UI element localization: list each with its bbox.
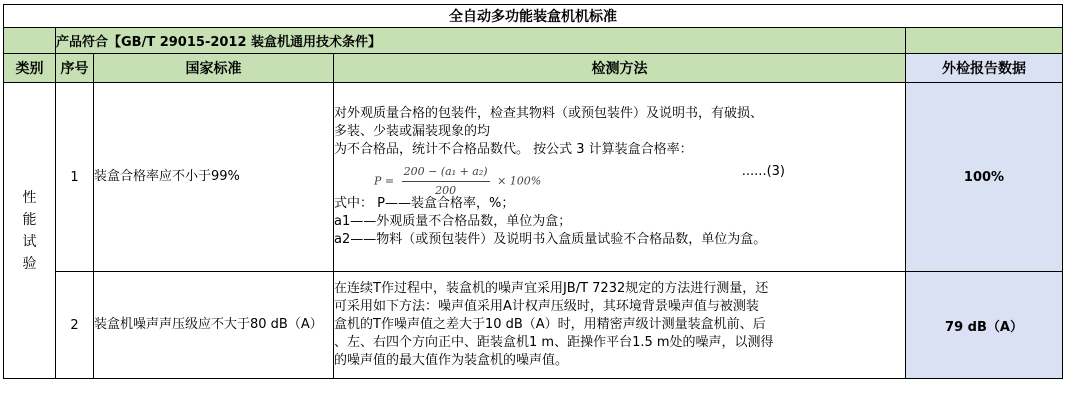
seq-cell: 1 xyxy=(56,83,94,272)
method-line: a1——外观质量不合格品数，单位为盒； xyxy=(334,214,572,229)
header-row xyxy=(4,54,1063,83)
report-cell: 79 dB（A） xyxy=(906,272,1063,379)
method-line: 的噪声值的最大值作为装盒机的噪声值。 xyxy=(334,353,569,368)
method-line: 为不合格品，统计不合格品数代。 按公式 3 计算装盒合格率： xyxy=(334,142,693,157)
standard-cell: 装盒机噪声声压级应不大于80 dB（A） xyxy=(94,272,334,379)
method-line: 多装、少装或漏装现象的均 xyxy=(334,124,491,139)
green-blank-cell xyxy=(906,28,1063,54)
green-blank-cell xyxy=(4,28,56,54)
formula-ref: ......(3) xyxy=(741,164,785,179)
method-line: 可采用如下方法：噪声值采用A计权声压级时，其环境背景噪声值与被测装 xyxy=(334,299,759,314)
table-row xyxy=(4,272,1063,379)
table-title: 全自动多功能装盒机机标准 xyxy=(4,5,1063,28)
method-line: 式中： P——装盒合格率，%； xyxy=(334,196,515,211)
standard-table xyxy=(3,4,1063,379)
formula-tail: × 100% xyxy=(497,174,542,188)
header-category: 类别 xyxy=(4,54,56,83)
method-cell xyxy=(334,272,906,379)
method-line: 对外观质量合格的包装件，检查其物料（或预包装件）及说明书，有破损、 xyxy=(334,106,764,121)
table-row xyxy=(4,83,1063,272)
method-line: 在连续T作过程中，装盒机的噪声宜采用JB/T 7232规定的方法进行测量，还 xyxy=(334,281,769,296)
formula-numerator: 200 − (a₁ + a₂) xyxy=(402,163,490,182)
formula-denominator: 200 xyxy=(435,184,457,197)
standard-cell: 装盒合格率应不小于99% xyxy=(94,83,334,272)
header-national-standard: 国家标准 xyxy=(94,54,334,83)
formula-lhs: P = xyxy=(374,174,395,188)
method-line: 、左、右四个方向正中、距装盒机1 m、距操作平台1.5 m处的噪声，以测得 xyxy=(334,335,774,350)
standard-reference: 产品符合【GB/T 29015-2012 装盒机通用技术条件】 xyxy=(56,28,906,54)
method-line: 盒机的T作噪声值之差大于10 dB（A）时，用精密声级计测量装盒机前、后 xyxy=(334,317,766,332)
header-report-data: 外检报告数据 xyxy=(906,54,1063,83)
header-seq: 序号 xyxy=(56,54,94,83)
method-line: a2——物料（或预包装件）及说明书入盒质量试验不合格品数，单位为盒。 xyxy=(334,232,767,247)
report-cell: 100% xyxy=(906,83,1063,272)
category-cell xyxy=(4,83,56,379)
seq-cell: 2 xyxy=(56,272,94,379)
header-test-method: 检测方法 xyxy=(334,54,906,83)
method-cell xyxy=(334,83,906,272)
category-label: 性 能 试 验 xyxy=(22,189,37,272)
formula xyxy=(334,159,905,195)
